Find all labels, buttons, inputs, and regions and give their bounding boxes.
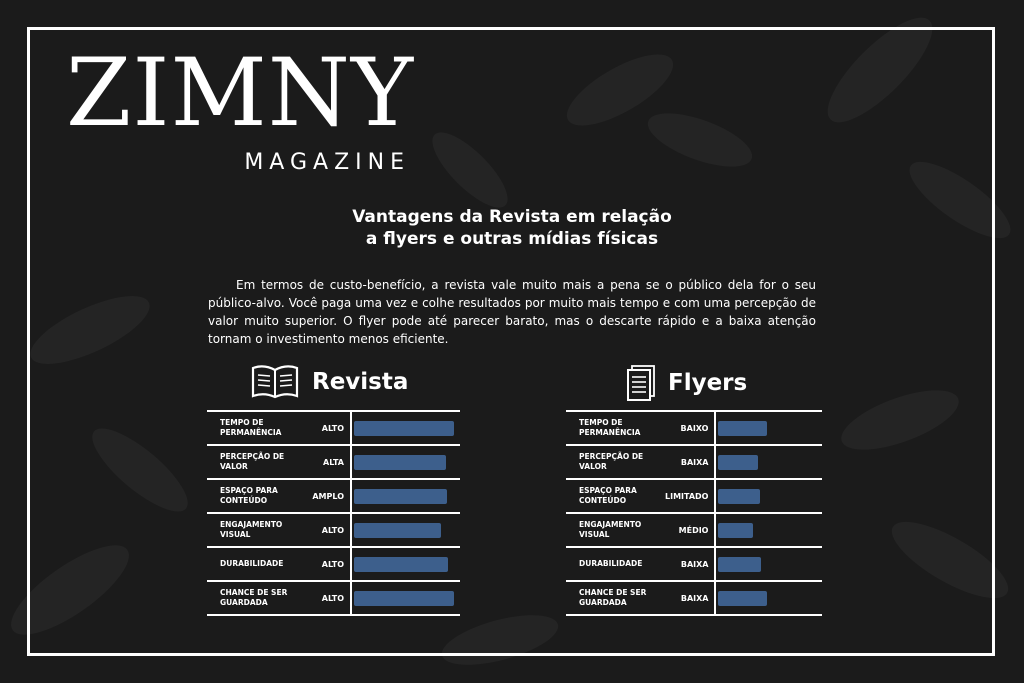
flyers-score-bar (718, 421, 767, 436)
revista-score-bar (354, 557, 448, 572)
flyers-bar-cell (715, 547, 822, 581)
heading-line-1: Vantagens da Revista em relação (352, 207, 672, 227)
flyers-criterion-label: ESPAÇO PARA CONTEÚDO (566, 479, 665, 513)
flyers-row (566, 513, 822, 547)
revista-row (207, 445, 460, 479)
revista-table (207, 410, 460, 616)
document-icon (626, 364, 656, 402)
flyers-level-label: BAIXA (665, 547, 715, 581)
flyers-title (626, 364, 747, 402)
revista-bar-cell (351, 581, 460, 615)
revista-row (207, 411, 460, 445)
flyers-bar-cell (715, 513, 822, 547)
flyers-title-text: Flyers (668, 370, 748, 396)
revista-score-bar (354, 591, 454, 606)
revista-score-bar (354, 489, 447, 504)
flyers-criterion-label: CHANCE DE SER GUARDADA (566, 581, 665, 615)
revista-criterion-label: TEMPO DE PERMANÊNCIA (207, 411, 306, 445)
revista-score-bar (354, 455, 446, 470)
flyers-level-label: BAIXA (665, 581, 715, 615)
flyers-score-bar (718, 489, 760, 504)
revista-score-bar (354, 421, 454, 436)
page-heading (300, 206, 724, 250)
revista-row (207, 581, 460, 615)
flyers-criterion-label: DURABILIDADE (566, 547, 665, 581)
flyers-bar-cell (715, 581, 822, 615)
flyers-bar-cell (715, 411, 822, 445)
open-book-icon (250, 364, 300, 400)
revista-level-label: AMPLO (306, 479, 351, 513)
intro-paragraph: Em termos de custo-benefício, a revista vale muito mais a pena se o público dela for o seu público-alvo. Você paga uma vez e colhe resultados por muito mais tempo e com uma percepção de valor muito superior. O flyer pode até parecer barato, mas o descarte rápido e a baixa atenção tornam o investimento menos eficiente. (208, 278, 816, 346)
flyers-row (566, 581, 822, 615)
revista-bar-cell (351, 445, 460, 479)
revista-bar-cell (351, 513, 460, 547)
revista-level-label: ALTO (306, 513, 351, 547)
revista-criterion-label: CHANCE DE SER GUARDADA (207, 581, 306, 615)
flyers-score-bar (718, 591, 767, 606)
heading-line-2: a flyers e outras mídias físicas (365, 229, 659, 249)
flyers-score-bar (718, 455, 758, 470)
flyers-row (566, 547, 822, 581)
revista-title-text: Revista (312, 369, 409, 395)
revista-criterion-label: ESPAÇO PARA CONTEÚDO (207, 479, 306, 513)
flyers-score-bar (718, 557, 761, 572)
flyers-level-label: BAIXA (665, 445, 715, 479)
revista-row (207, 513, 460, 547)
revista-bar-cell (351, 547, 460, 581)
magazine-logo-title: ZIMNY (66, 39, 414, 148)
revista-level-label: ALTO (306, 547, 351, 581)
revista-level-label: ALTA (306, 445, 351, 479)
revista-row (207, 479, 460, 513)
revista-criterion-label: PERCEPÇÃO DE VALOR (207, 445, 306, 479)
flyers-bar-cell (715, 445, 822, 479)
flyers-level-label: LIMITADO (665, 479, 715, 513)
flyers-criterion-label: PERCEPÇÃO DE VALOR (566, 445, 665, 479)
flyers-table (566, 410, 822, 616)
revista-criterion-label: DURABILIDADE (207, 547, 306, 581)
revista-bar-cell (351, 479, 460, 513)
revista-score-bar (354, 523, 441, 538)
flyers-row (566, 479, 822, 513)
flyers-score-bar (718, 523, 753, 538)
magazine-logo-subtitle: MAGAZINE (244, 150, 410, 175)
flyers-row (566, 411, 822, 445)
flyers-criterion-label: TEMPO DE PERMANÊNCIA (566, 411, 665, 445)
flyers-criterion-label: ENGAJAMENTO VISUAL (566, 513, 665, 547)
flyers-level-label: BAIXO (665, 411, 715, 445)
revista-title (250, 364, 408, 400)
revista-criterion-label: ENGAJAMENTO VISUAL (207, 513, 306, 547)
flyers-bar-cell (715, 479, 822, 513)
revista-level-label: ALTO (306, 411, 351, 445)
revista-bar-cell (351, 411, 460, 445)
flyers-row (566, 445, 822, 479)
flyers-level-label: MÉDIO (665, 513, 715, 547)
revista-level-label: ALTO (306, 581, 351, 615)
revista-row (207, 547, 460, 581)
